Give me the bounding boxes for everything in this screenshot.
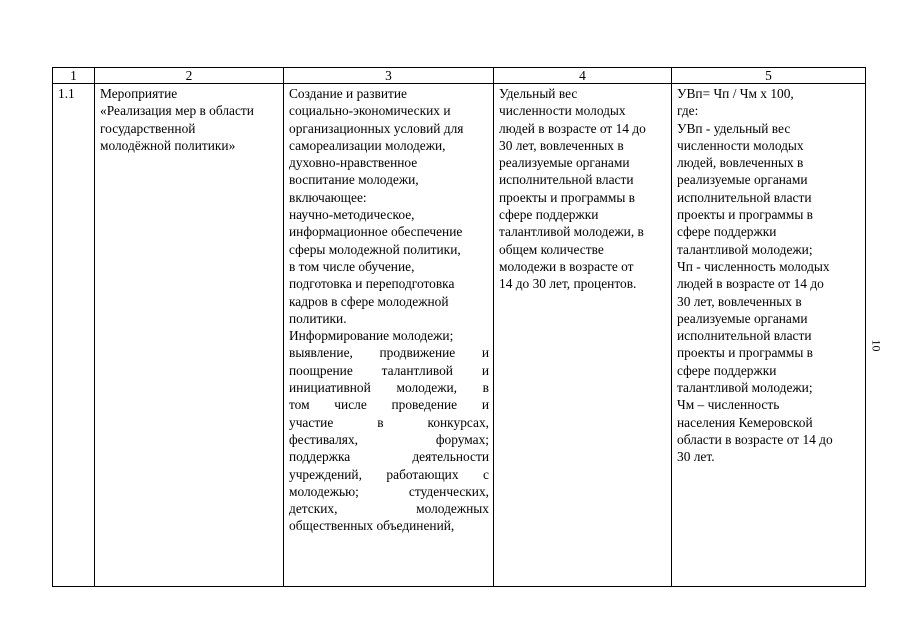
cell-line: молодежью; студенческих, <box>289 483 489 499</box>
cell-line: сферы молодежной политики, <box>289 241 461 257</box>
cell-line: информационное обеспечение <box>289 224 463 240</box>
cell-line: духовно-нравственное <box>289 155 418 171</box>
cell-line: участие в конкурсах, <box>289 414 489 430</box>
calculation-method-cell <box>672 84 866 587</box>
cell-line: детских, молодежных <box>289 501 489 517</box>
cell-line: общем количестве <box>499 241 604 257</box>
cell-line: реализуемые органами <box>677 172 808 188</box>
cell-line: людей, вовлеченных в <box>677 155 804 171</box>
cell-line: проекты и программы в <box>499 189 636 205</box>
cell-line: выявление, продвижение и <box>289 345 489 361</box>
indicator-table <box>52 67 866 587</box>
cell-line: реализуемые органами <box>499 155 630 171</box>
cell-line: 14 до 30 лет, процентов. <box>499 276 637 292</box>
cell-line: сфере поддержки <box>499 207 599 223</box>
header-cell-3: 3 <box>284 68 494 84</box>
cell-line: подготовка и переподготовка <box>289 276 455 292</box>
cell-line: УВп= Чп / Чм х 100, <box>677 86 794 101</box>
cell-line: Удельный вес <box>499 86 578 101</box>
cell-line: УВп - удельный вес <box>677 120 791 136</box>
cell-line: фестивалях, форумах; <box>289 431 489 447</box>
header-cell-4: 4 <box>494 68 672 84</box>
cell-line: исполнительной власти <box>677 189 812 205</box>
cell-line: молодёжной политики» <box>100 137 236 153</box>
cell-line: общественных объединений, <box>289 518 455 534</box>
cell-line: населения Кемеровской <box>677 414 813 430</box>
cell-line: Информирование молодежи; <box>289 328 454 344</box>
cell-line: государственной <box>100 120 196 136</box>
cell-line: где: <box>677 103 699 119</box>
cell-line: 30 лет, вовлеченных в <box>499 137 624 153</box>
cell-line: «Реализация мер в области <box>100 103 254 119</box>
cell-line: проекты и программы в <box>677 207 814 223</box>
table-row <box>53 84 866 587</box>
cell-line: Создание и развитие <box>289 86 407 101</box>
cell-line: организационных условий для <box>289 120 464 136</box>
event-description-cell <box>284 84 494 587</box>
cell-line: талантливой молодежи; <box>677 241 813 257</box>
cell-line: 30 лет. <box>677 449 715 465</box>
cell-line: научно-методическое, <box>289 207 415 223</box>
cell-line: 30 лет, вовлеченных в <box>677 293 802 309</box>
header-cell-5: 5 <box>672 68 866 84</box>
cell-line: людей в возрасте от 14 до <box>677 276 824 292</box>
cell-line: людей в возрасте от 14 до <box>499 120 646 136</box>
cell-line: исполнительной власти <box>499 172 634 188</box>
row-number-cell: 1.1 <box>53 84 95 587</box>
cell-line: молодежи в возрасте от <box>499 258 634 274</box>
cell-line: инициативной молодежи, в <box>289 380 489 396</box>
cell-line: численности молодых <box>499 103 626 119</box>
cell-line: сфере поддержки <box>677 362 777 378</box>
cell-line: в том числе обучение, <box>289 258 415 274</box>
cell-line: поддержка деятельности <box>289 449 489 465</box>
cell-line: Мероприятие <box>100 86 178 101</box>
event-name-cell <box>95 84 284 587</box>
cell-line: социально-экономических и <box>289 103 451 119</box>
cell-line: учреждений, работающих с <box>289 466 489 482</box>
page-number: 10 <box>869 339 884 352</box>
cell-line: самореализации молодежи, <box>289 137 446 153</box>
cell-line: талантливой молодежи; <box>677 380 813 396</box>
cell-line: проекты и программы в <box>677 345 814 361</box>
cell-line: поощрение талантливой и <box>289 362 489 378</box>
table-header-row <box>53 68 866 84</box>
header-cell-2: 2 <box>95 68 284 84</box>
header-cell-1: 1 <box>53 68 95 84</box>
cell-line: Чп - численность молодых <box>677 258 830 274</box>
cell-line: том числе проведение и <box>289 397 489 413</box>
cell-line: исполнительной власти <box>677 328 812 344</box>
cell-line: политики. <box>289 310 347 326</box>
cell-line: Чм – численность <box>677 397 780 413</box>
indicator-name-cell <box>494 84 672 587</box>
cell-line: реализуемые органами <box>677 310 808 326</box>
cell-line: включающее: <box>289 189 367 205</box>
cell-line: численности молодых <box>677 137 804 153</box>
cell-line: кадров в сфере молодежной <box>289 293 449 309</box>
cell-line: талантливой молодежи, в <box>499 224 644 240</box>
cell-line: воспитание молодежи, <box>289 172 419 188</box>
cell-line: сфере поддержки <box>677 224 777 240</box>
cell-line: области в возрасте от 14 до <box>677 431 833 447</box>
